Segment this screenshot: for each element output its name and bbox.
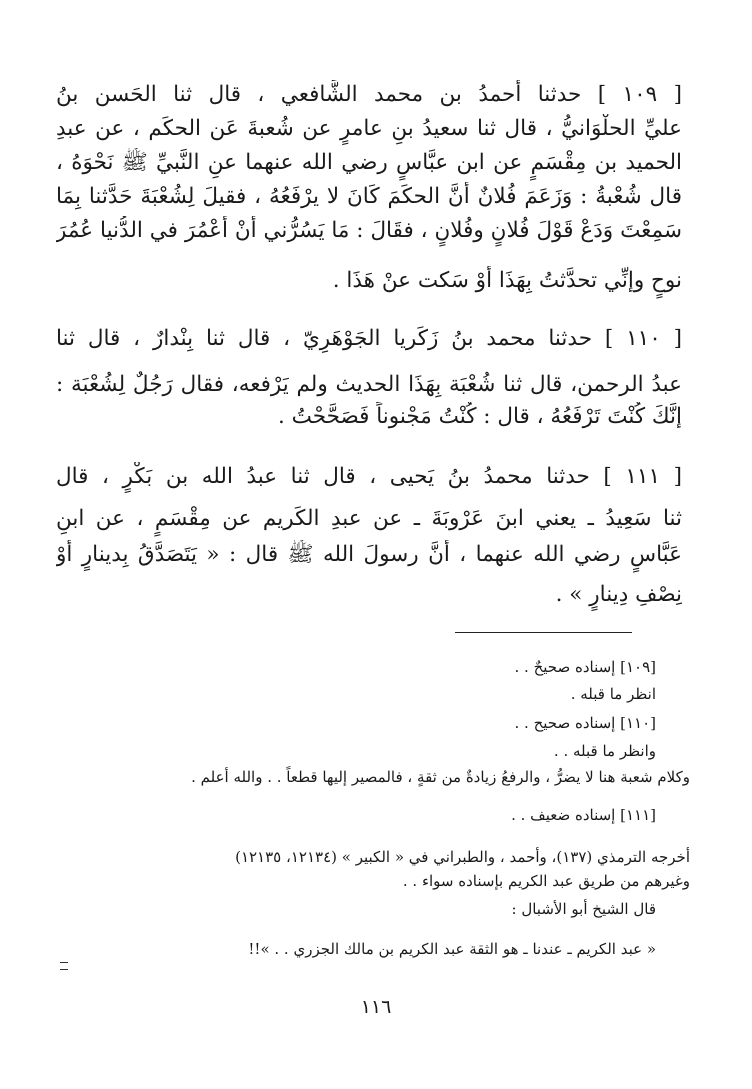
footnote-line: وغيرهم من طريق عبد الكريم بإسناده سواء . .	[402, 872, 690, 890]
footnote-line: [١٠٩] إسناده صحيحٌ . .	[514, 658, 656, 676]
footnote-line: أخرجه الترمذي (١٣٧)، وأحمد ، والطبراني في « الكبير » (١٢١٣٤، ١٢١٣٥)	[235, 848, 690, 866]
margin-mark	[60, 962, 68, 970]
paragraph-line: نوحٍ وإنِّي تحدَّثتُ بِهَذَا أوْ سَكت عنْ هَذَا .	[332, 268, 682, 293]
paragraph-line: عبدُ الرحمن، قال ثنا شُعْبَة بِهَذَا الحديث ولم يَرْفعه، فقال رَجُلٌ لِشُعْبَة :	[56, 372, 682, 397]
footnote-line: وانظر ما قبله . .	[553, 742, 656, 760]
paragraph-line: [ ١١١ ] حدثنا محمدُ بنُ يَحيى ، قال ثنا عبدُ الله بن بَكْرٍ ، قال	[56, 464, 682, 489]
footnote-line: « عبد الكريم ـ عندنا ـ هو الثقة عبد الكريم بن مالك الجزري . . »!!	[248, 940, 656, 958]
paragraph-line: إنَّكَ كُنْتَ تَرْفَعُهُ ، قال : كُنْتُ مَجْنوناً فَصَحَّحْتُ .	[277, 404, 682, 429]
paragraph-line: عليِّ الحلْوَانيُّ ، قال ثنا سعيدُ بنِ عامرٍ عن شُعبةَ عَن الحكَم ، عن عبدِ	[56, 116, 682, 141]
paragraph-line: [ ١٠٩ ] حدثنا أحمدُ بن محمد الشَّافعي ، قال ثنا الحَسن بنُ	[56, 82, 682, 107]
paragraph-line: قال شُعْبةُ : وَزَعَمَ فُلانٌ أنَّ الحكَمَ كَانَ لا يرْفَعُهُ ، فقيلَ لِشُعْبَةَ حَدَّثنا بِمَا	[56, 184, 682, 209]
footnote-line: وكلام شعبة هنا لا يضرُّ ، والرفعُ زيادةٌ من ثقةٍ ، فالمصير إليها قطعاً . . والله أعلم .	[191, 768, 690, 786]
paragraph-line: نِصْفِ دِينارٍ » .	[555, 582, 682, 607]
footnote-line: [١١١] إسناده ضعيف . .	[511, 806, 656, 824]
footnote-line: انظر ما قبله .	[570, 685, 656, 703]
paragraph-line: عَبَّاسٍ رضي الله عنهما ، أنَّ رسولَ الله ﷺ قال : « يَتَصَدَّقُ بِدينارٍ أوْ	[56, 542, 682, 567]
paragraph-line: سَمِعْتَ وَدَعْ قَوْلَ فُلانٍ وفُلانٍ ، فقَالَ : مَا يَسُرُّني أنْ أعْمُرَ في الدُّنيا عُمُرَ	[56, 218, 682, 243]
footnote-line: قال الشيخ أبو الأشبال :	[511, 900, 656, 918]
paragraph-line: ثنا سَعِيدُ ـ يعني ابنَ عَرْوبَةَ ـ عن عبدِ الكَريم عن مِقْسَمٍ ، عن ابنِ	[56, 506, 682, 531]
footnote-divider	[455, 632, 632, 633]
page-number: ١١٦	[360, 996, 392, 1018]
paragraph-line: [ ١١٠ ] حدثنا محمد بنُ زَكَريا الجَوْهَرِيّ ، قال ثنا بِنْدارٌ ، قال ثنا	[56, 326, 682, 351]
footnote-line: [١١٠] إسناده صحيح . .	[514, 714, 656, 732]
paragraph-line: الحميد بن مِقْسَمٍ عن ابن عبَّاسٍ رضي الله عنهما عنِ النَّبيِّ ﷺ نَحْوَهُ ،	[56, 150, 682, 175]
